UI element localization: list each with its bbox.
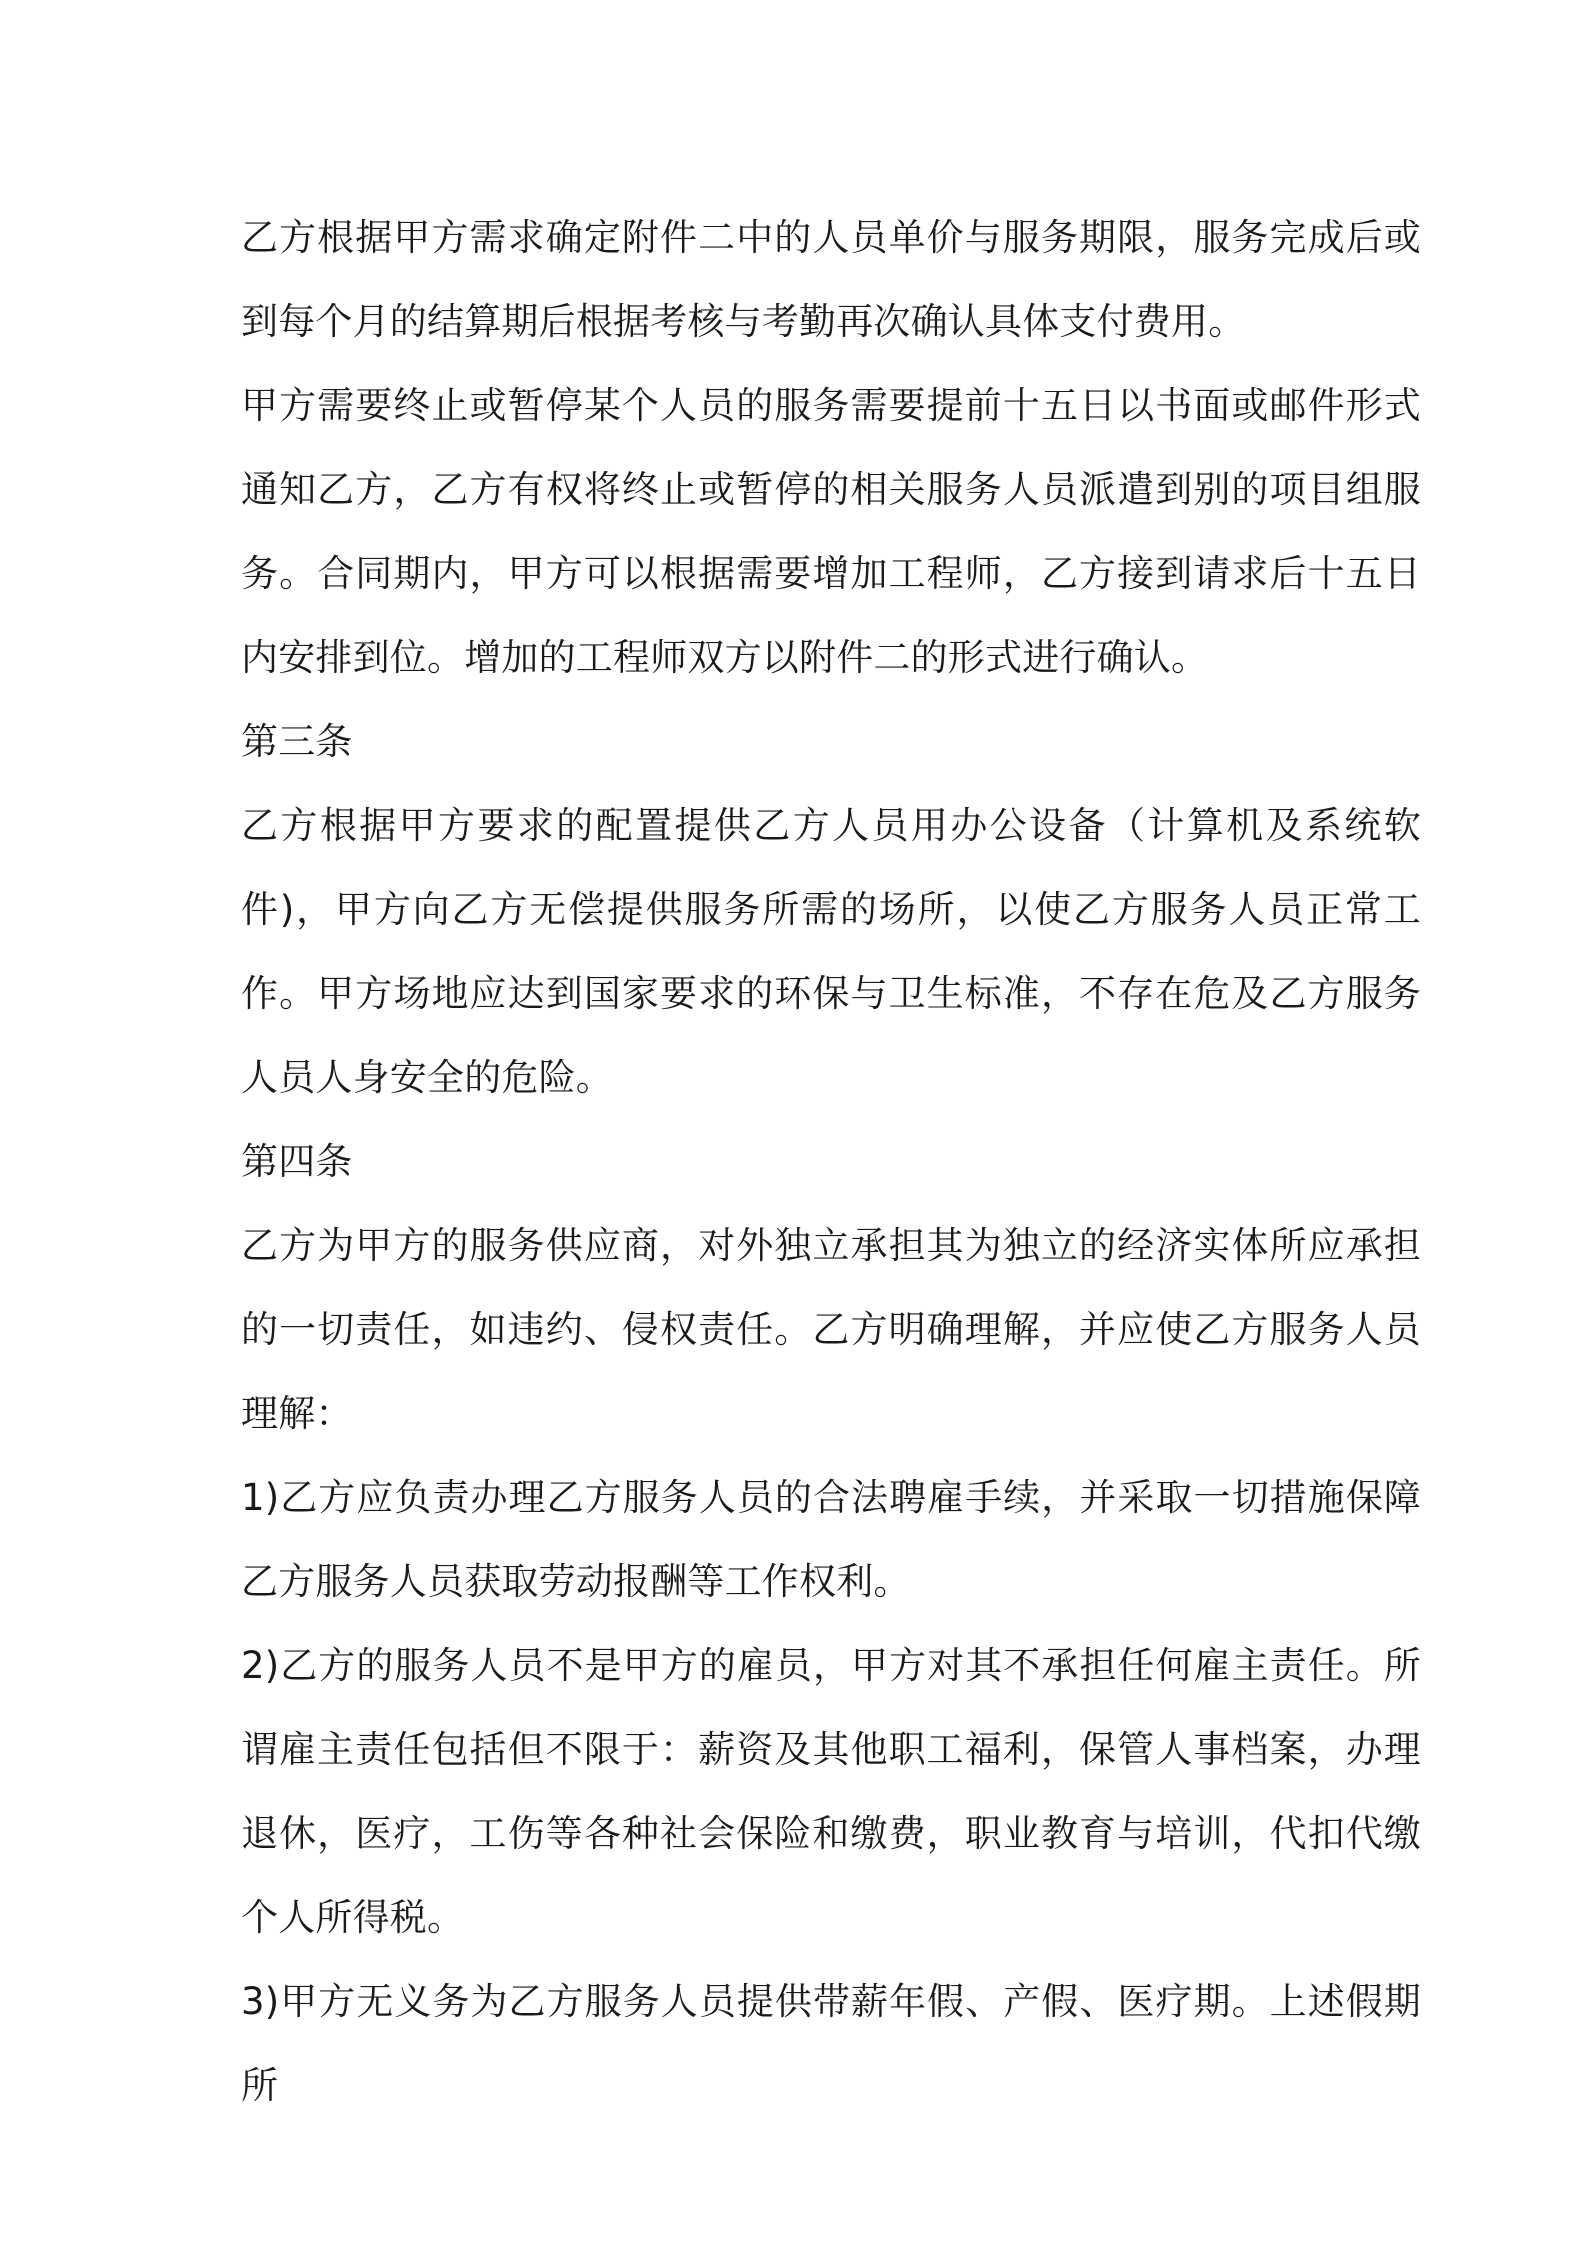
paragraph-supplier: 乙方为甲方的服务供应商，对外独立承担其为独立的经济实体所应承担的一切责任，如违约、侵权责任。乙方明确理解，并应使乙方服务人员理解： — [241, 1224, 1421, 1435]
paragraph-pricing: 乙方根据甲方需求确定附件二中的人员单价与服务期限，服务完成后或到每个月的结算期后根据考核与考勤再次确认具体支付费用。 — [241, 216, 1421, 343]
list-item-2: 2)乙方的服务人员不是甲方的雇员，甲方对其不承担任何雇主责任。所谓雇主责任包括但不限于：薪资及其他职工福利，保管人事档案，办理退休，医疗，工伤等各种社会保险和缴费，职业教育与培训，代扣代缴个人所得税。 — [241, 1644, 1421, 1939]
list-item-1: 1)乙方应负责办理乙方服务人员的合法聘雇手续，并采取一切措施保障乙方服务人员获取劳动报酬等工作权利。 — [241, 1476, 1421, 1603]
list-item-3: 3)甲方无义务为乙方服务人员提供带薪年假、产假、医疗期。上述假期所 — [241, 1980, 1421, 2107]
document-body — [241, 196, 1421, 2128]
paragraph-equipment: 乙方根据甲方要求的配置提供乙方人员用办公设备（计算机及系统软件)，甲方向乙方无偿提供服务所需的场所，以使乙方服务人员正常工作。甲方场地应达到国家要求的环保与卫生标准，不存在危及乙方服务人员人身安全的危险。 — [241, 804, 1421, 1099]
article-three-heading: 第三条 — [241, 720, 353, 763]
paragraph-termination: 甲方需要终止或暂停某个人员的服务需要提前十五日以书面或邮件形式通知乙方，乙方有权将终止或暂停的相关服务人员派遣到别的项目组服务。合同期内，甲方可以根据需要增加工程师，乙方接到请求后十五日内安排到位。增加的工程师双方以附件二的形式进行确认。 — [241, 384, 1421, 679]
article-four-heading: 第四条 — [241, 1140, 353, 1183]
